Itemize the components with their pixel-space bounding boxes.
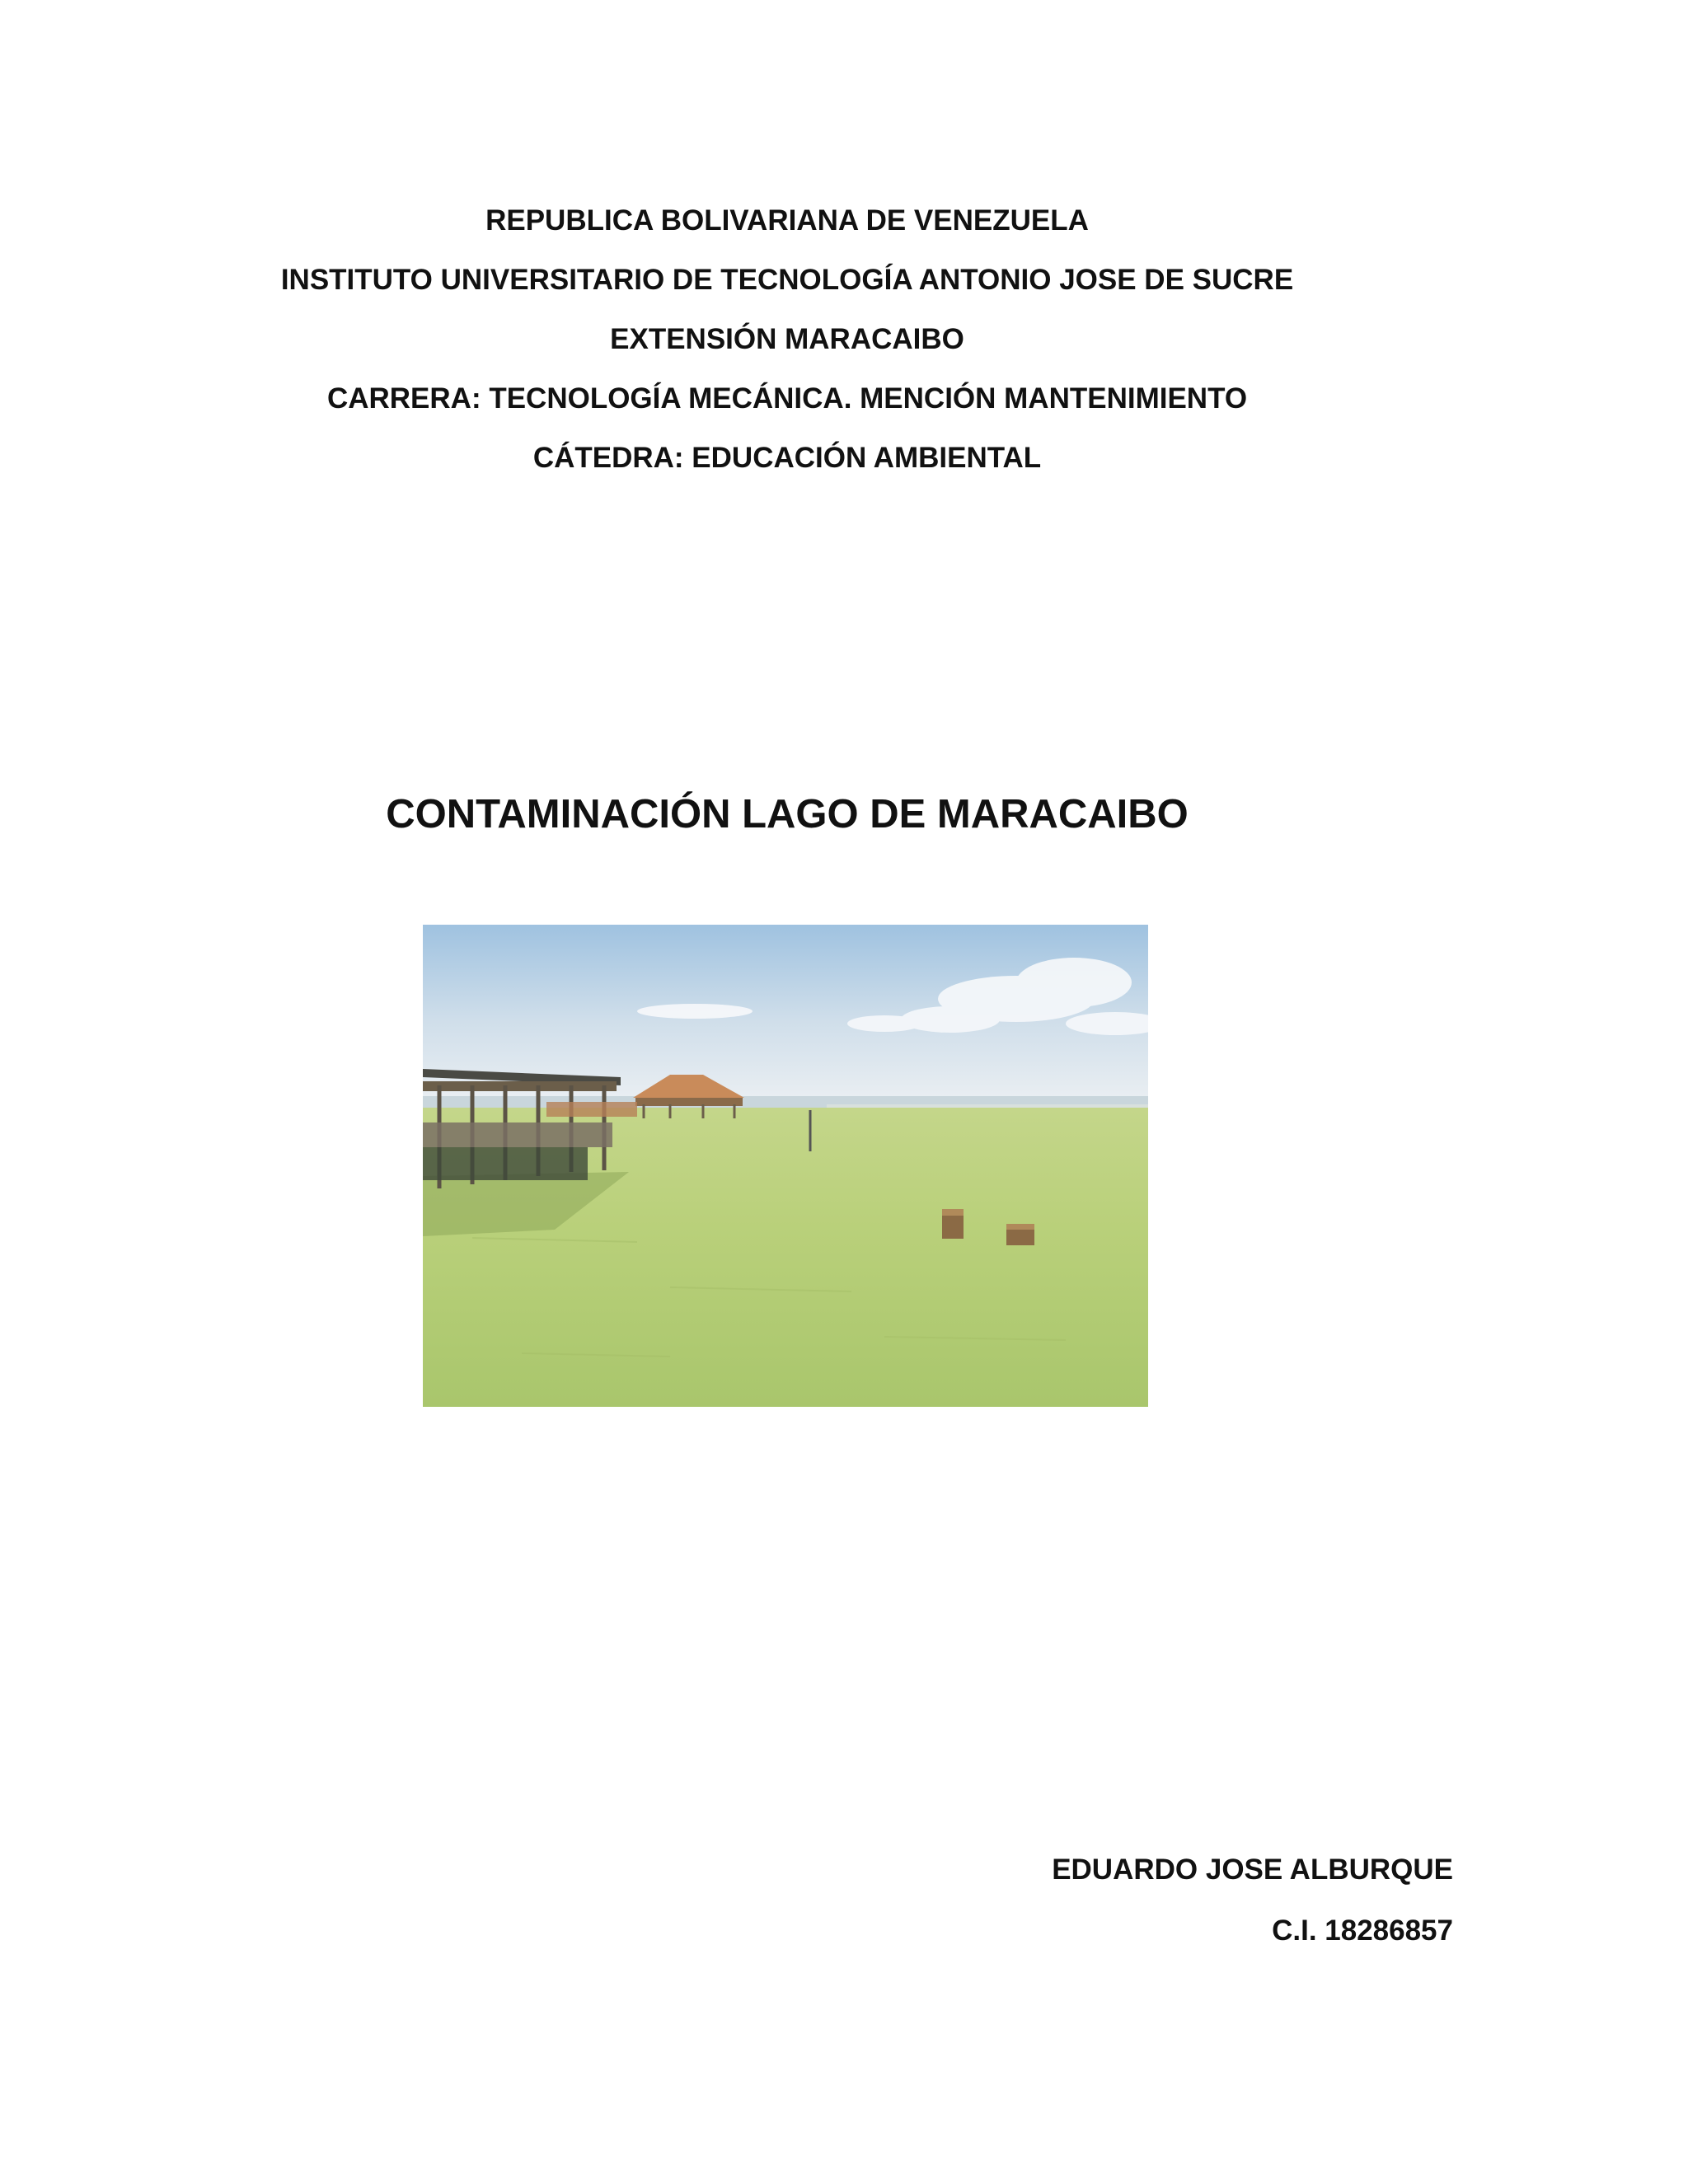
author-block xyxy=(1052,1840,1453,1961)
author-name: EDUARDO JOSE ALBURQUE xyxy=(1052,1854,1453,1886)
header-line-extension: EXTENSIÓN MARACAIBO xyxy=(610,323,964,355)
lake-photo xyxy=(423,925,1148,1407)
institution-header xyxy=(0,191,1574,488)
document-title: CONTAMINACIÓN LAGO DE MARACAIBO xyxy=(386,792,1189,837)
header-line-career: CARRERA: TECNOLOGÍA MECÁNICA. MENCIÓN MANTENIMIENTO xyxy=(326,382,1248,415)
header-line-country: REPUBLICA BOLIVARIANA DE VENEZUELA xyxy=(485,204,1089,237)
author-id: C.I. 18286857 xyxy=(1272,1915,1453,1947)
header-line-course: CÁTEDRA: EDUCACIÓN AMBIENTAL xyxy=(532,442,1042,474)
header-line-institute: INSTITUTO UNIVERSITARIO DE TECNOLOGÍA ANTONIO JOSE DE SUCRE xyxy=(280,264,1294,296)
